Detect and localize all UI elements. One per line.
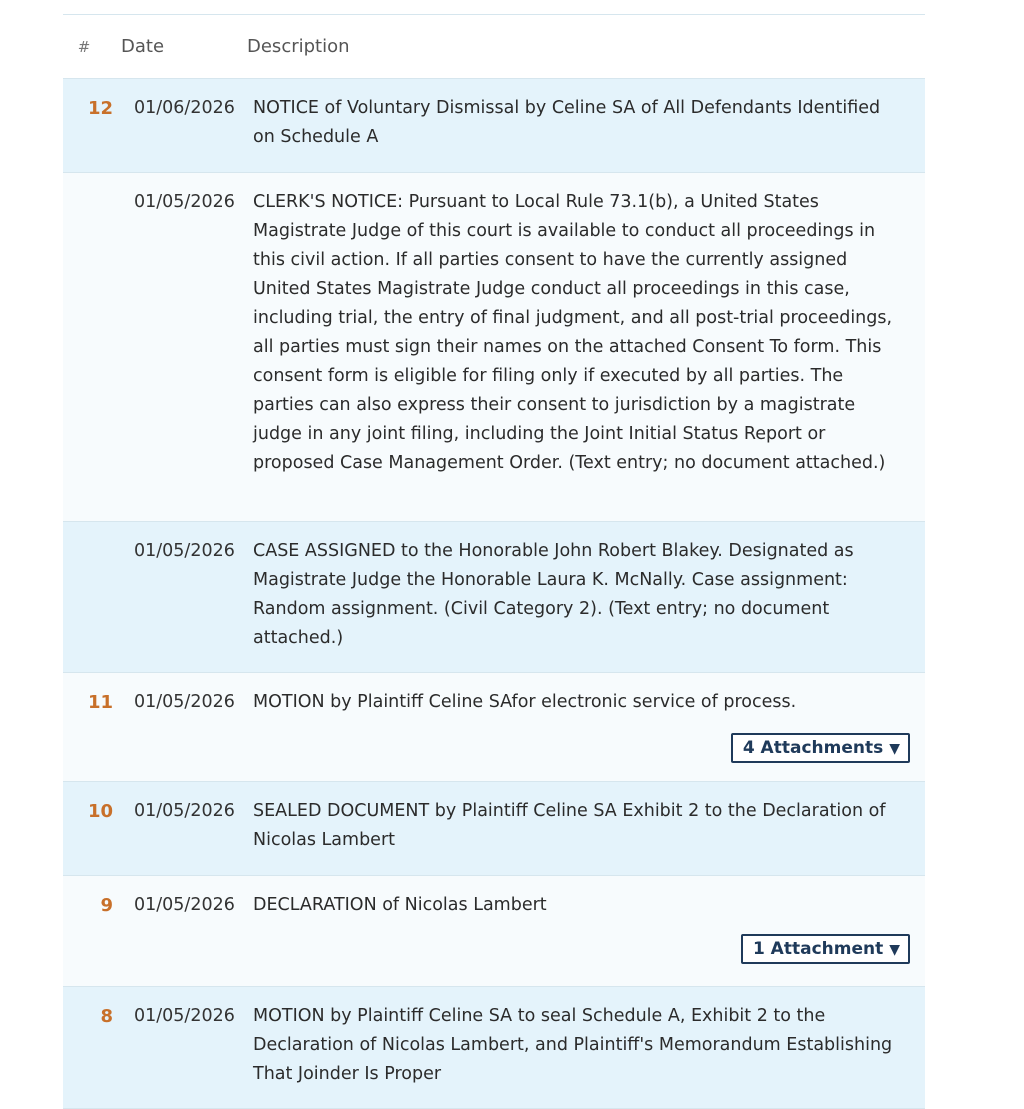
entry-description: CLERK'S NOTICE: Pursuant to Local Rule 73.1(b), a United States Magistrate Judge of this court is available to conduct all proceedings in this civil action. If all parties consent to have the currently assigned United States Magistrate Judge conduct all proceedings in this case, including trial, the entry of final judgment, and all post-trial proceedings, all parties must sign their names on the attached Consent To form. This consent form is eligible for filing only if executed by all parties. The parties can also express their consent to jurisdiction by a magistrate judge in any joint filing, including the Joint Initial Status Report or proposed Case Management Order. (Text entry; no document attached.) (253, 192, 893, 473)
docket-entry (63, 173, 925, 522)
docket-entry (63, 522, 925, 673)
entry-date: 01/06/2026 (134, 98, 235, 118)
entry-description: CASE ASSIGNED to the Honorable John Robert Blakey. Designated as Magistrate Judge the Honorable Laura K. McNally. Case assignment: Random assignment. (Civil Category 2). (Text entry; no document attached.) (253, 541, 854, 648)
header-description: Description (247, 36, 350, 57)
entry-description: MOTION by Plaintiff Celine SAfor electronic service of process. (253, 692, 797, 712)
entry-description: NOTICE of Voluntary Dismissal by Celine SA of All Defendants Identified on Schedule A (253, 98, 881, 147)
docket-table (63, 14, 925, 1109)
caret-down-icon: ▼ (889, 942, 900, 958)
entry-description: SEALED DOCUMENT by Plaintiff Celine SA Exhibit 2 to the Declaration of Nicolas Lambert (253, 801, 886, 850)
docket-entry (63, 79, 925, 173)
entry-number[interactable]: 9 (100, 895, 113, 916)
entry-number[interactable]: 11 (87, 692, 113, 713)
attachments-toggle-button[interactable] (741, 934, 910, 964)
entry-date: 01/05/2026 (134, 895, 235, 915)
docket-entry (63, 876, 925, 987)
entry-date: 01/05/2026 (134, 1006, 235, 1026)
entry-date: 01/05/2026 (134, 192, 235, 212)
docket-entry (63, 987, 925, 1109)
header-date: Date (121, 36, 165, 57)
entry-description: MOTION by Plaintiff Celine SA to seal Schedule A, Exhibit 2 to the Declaration of Nicolas Lambert, and Plaintiff's Memorandum Establishing That Joinder Is Proper (253, 1006, 893, 1084)
docket-entry (63, 673, 925, 782)
attachments-label: 4 Attachments (742, 738, 884, 758)
header-number: # (77, 37, 91, 56)
caret-down-icon: ▼ (889, 741, 900, 757)
entry-number[interactable]: 12 (87, 98, 113, 119)
docket-entry (63, 782, 925, 876)
docket-header (63, 15, 925, 79)
entry-date: 01/05/2026 (134, 541, 235, 561)
entry-date: 01/05/2026 (134, 692, 235, 712)
entry-description: DECLARATION of Nicolas Lambert (253, 895, 547, 915)
entry-date: 01/05/2026 (134, 801, 235, 821)
attachments-toggle-button[interactable] (731, 733, 910, 763)
entry-number[interactable]: 8 (100, 1006, 113, 1027)
attachments-label: 1 Attachment (752, 939, 884, 959)
entry-number[interactable]: 10 (87, 801, 113, 822)
